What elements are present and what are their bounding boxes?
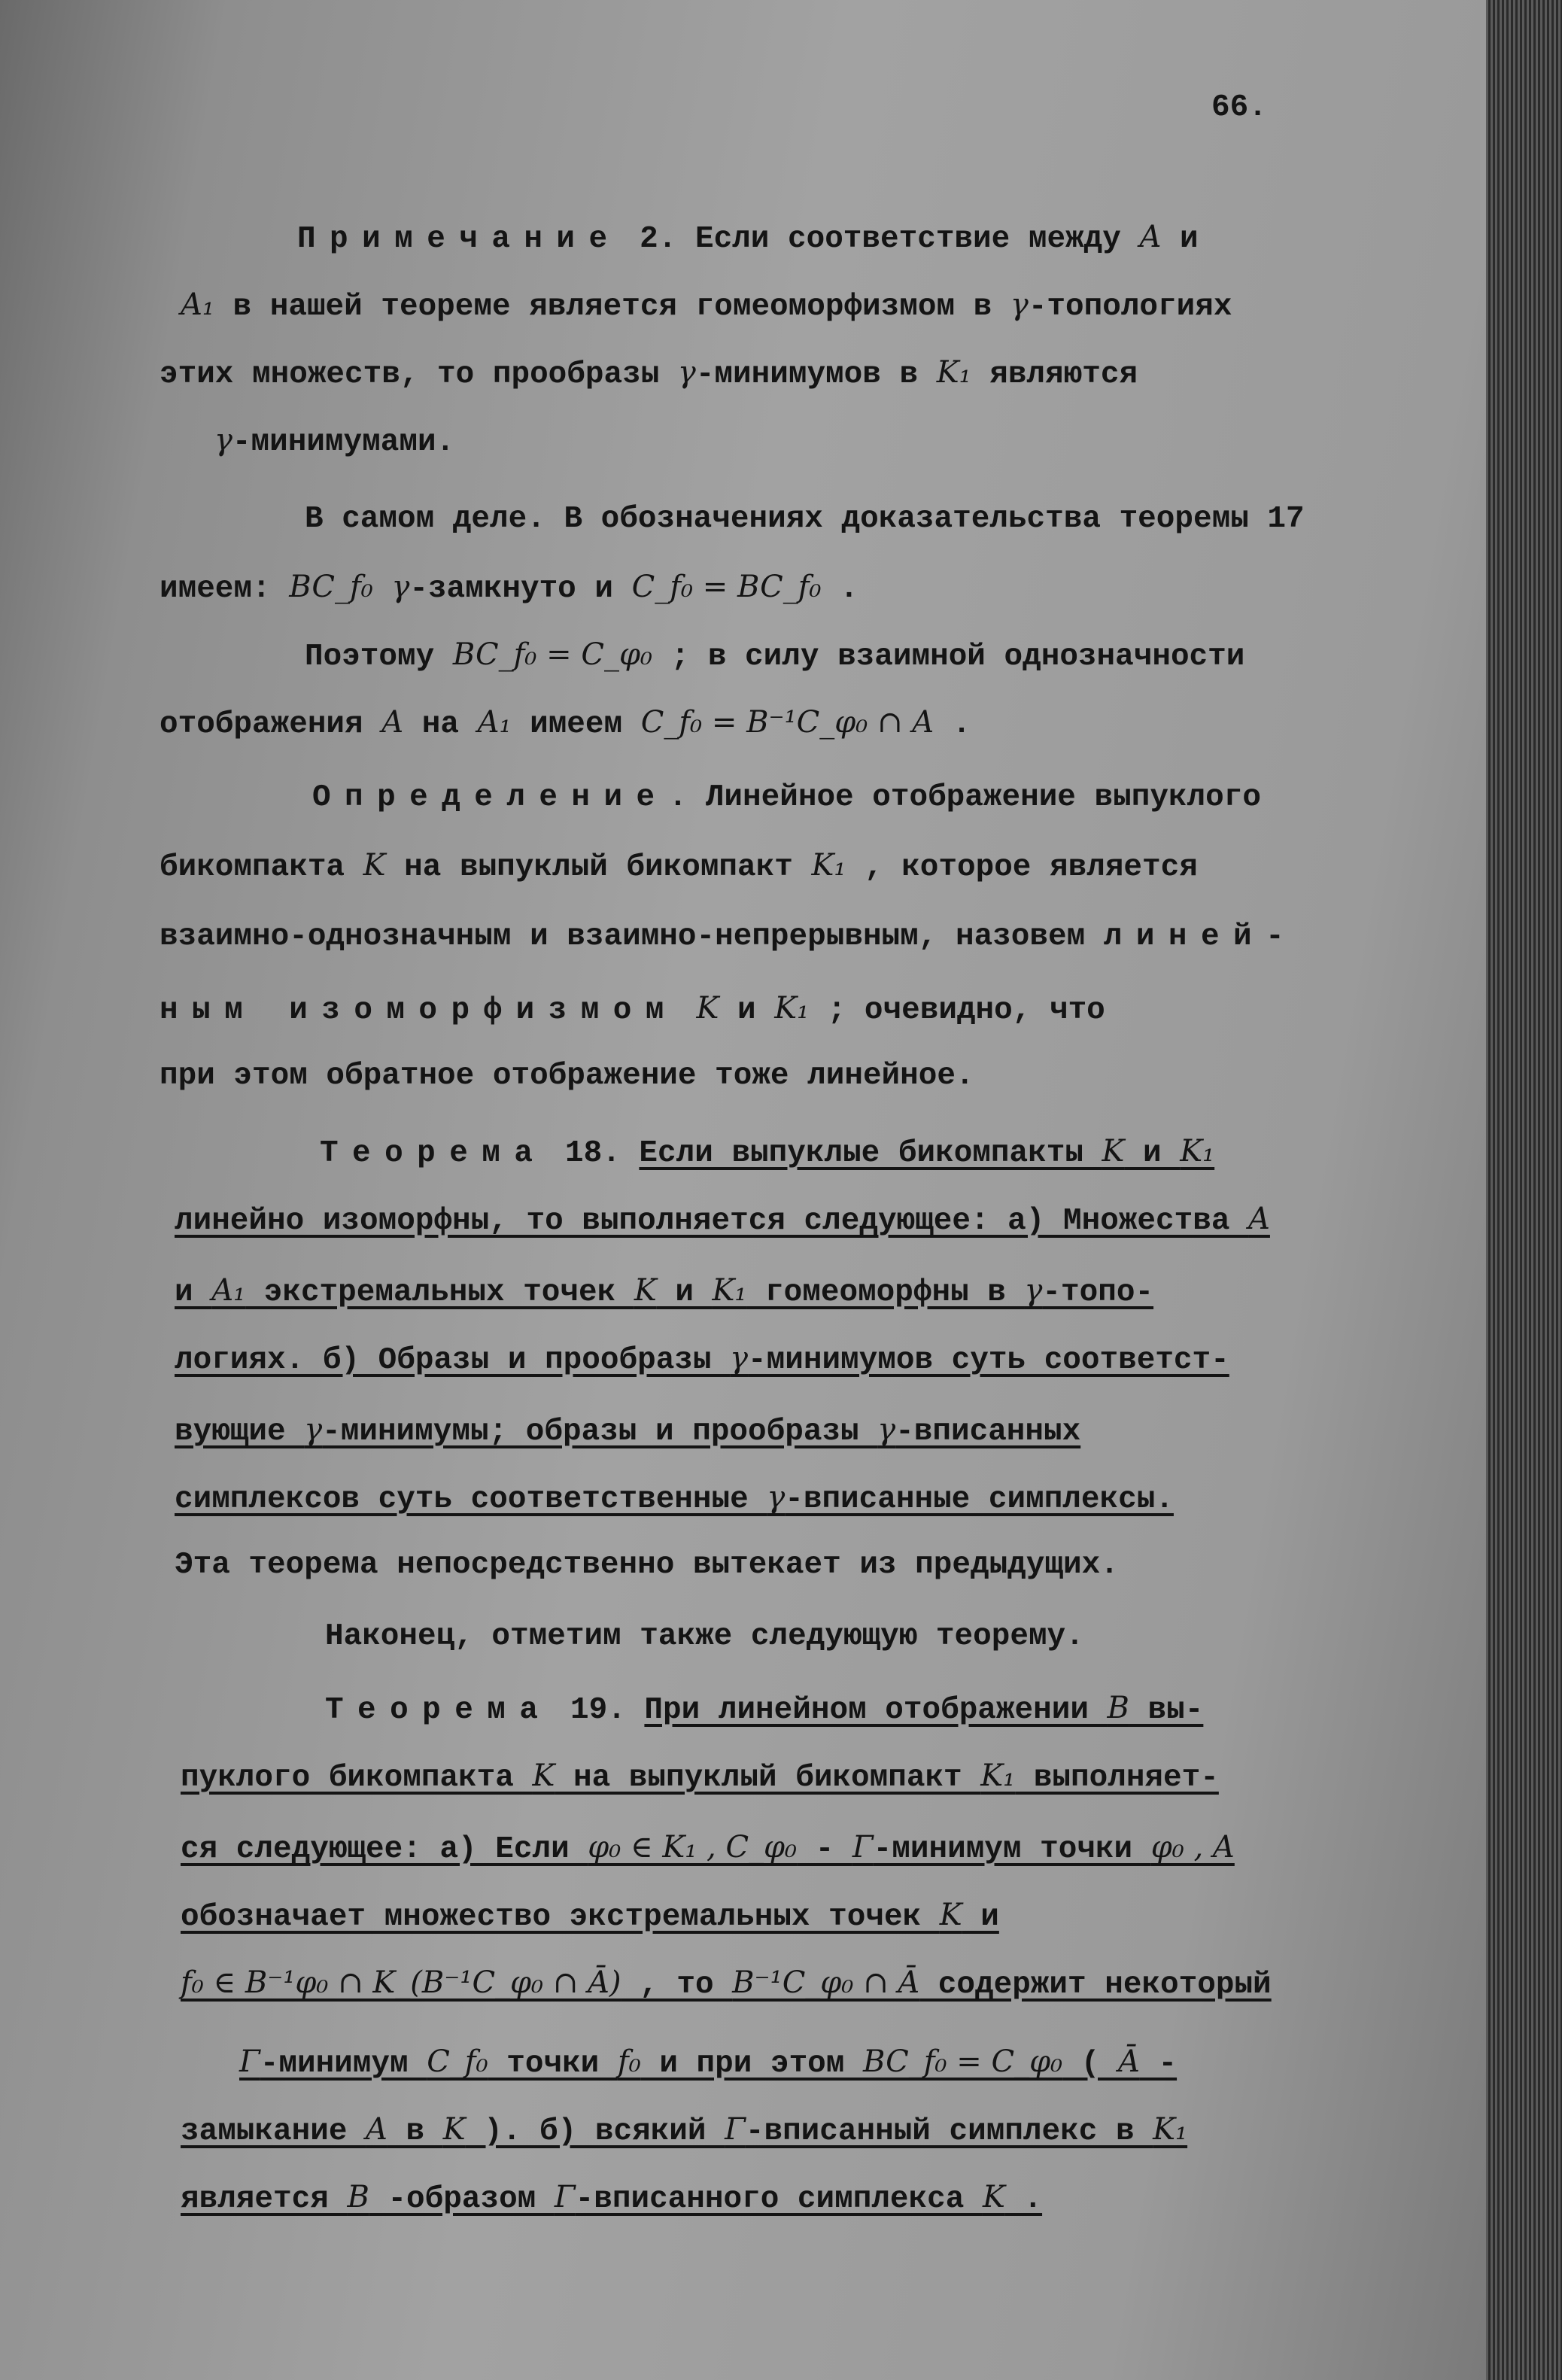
text-fragment: -вписанный симплекс в (745, 2114, 1153, 2149)
text-fragment: линей- (1103, 919, 1299, 954)
text-fragment: логиях. б) Образы и прообразы (175, 1343, 731, 1378)
text-fragment: ; в силу взаимной однозначности (652, 640, 1245, 674)
text-fragment: на выпуклый бикомпакт (385, 850, 812, 885)
text-fragment: Эта теорема непосредственно вытекает из предыдущих. (175, 1548, 1119, 1582)
handwritten-symbol: K (939, 1898, 962, 1932)
handwritten-symbol: φ₀ , A (1150, 1830, 1235, 1865)
text-fragment: Теорема (320, 1136, 547, 1171)
handwritten-symbol: γ (1010, 287, 1029, 322)
text-line (181, 1828, 1235, 1866)
text-fragment: и (175, 1275, 212, 1310)
handwritten-symbol: K (982, 2180, 1005, 2214)
handwritten-symbol: f₀ (617, 2044, 641, 2079)
text-fragment: -минимум (260, 2047, 427, 2081)
text-fragment: -вписанных (895, 1415, 1081, 1449)
text-fragment: имеем (511, 707, 641, 742)
text-fragment: ; очевидно, что (809, 993, 1105, 1028)
text-fragment: 18. (546, 1136, 640, 1171)
text-line (175, 1272, 1153, 1309)
text-fragment: , которое является (846, 850, 1198, 885)
handwritten-symbol: Ā (1117, 2044, 1140, 2079)
text-fragment: -топологиях (1028, 290, 1232, 324)
text-line (305, 636, 1244, 673)
handwritten-symbol: Γ (852, 1830, 874, 1865)
text-fragment: и (962, 1900, 999, 1935)
text-fragment: , то (621, 1968, 733, 2002)
handwritten-symbol: A₁ (181, 287, 214, 322)
handwritten-symbol: K₁ (774, 991, 810, 1026)
text-line (214, 421, 454, 459)
text-fragment: ( (1062, 2047, 1118, 2081)
handwritten-symbol: K (634, 1273, 657, 1308)
handwritten-symbol: f₀ ∈ B⁻¹φ₀ ∩ K_(B⁻¹C_φ₀ ∩ Ā) (181, 1965, 621, 2000)
text-fragment: в (387, 2114, 443, 2149)
text-fragment: 2. Если соответствие между (621, 222, 1140, 257)
text-fragment: -вписанного симплекса (575, 2182, 983, 2217)
text-fragment: отображения (160, 707, 382, 742)
text-fragment: При линейном отображении (644, 1693, 1108, 1728)
handwritten-symbol: A (1248, 1202, 1270, 1236)
text-line (325, 1618, 1084, 1655)
text-line (160, 989, 1105, 1027)
handwritten-symbol: Γ (725, 2112, 746, 2147)
text-fragment: - (1139, 2047, 1178, 2081)
handwritten-symbol: K (1102, 1134, 1125, 1169)
text-fragment: - (797, 1832, 852, 1867)
handwritten-symbol: γ (214, 423, 232, 457)
handwritten-symbol: Γ (239, 2044, 260, 2079)
text-fragment: -минимумами. (232, 425, 455, 460)
text-line (175, 1479, 1174, 1516)
text-line (160, 918, 1298, 956)
handwritten-symbol: C_f₀ = BC_f₀ (631, 570, 822, 604)
handwritten-symbol: A₁ (477, 705, 512, 740)
text-line (175, 1411, 1080, 1448)
handwritten-symbol: K (532, 1758, 555, 1793)
text-fragment: является (181, 2182, 348, 2217)
handwritten-symbol: A (366, 2112, 387, 2147)
text-fragment: Если выпуклые бикомпакты (639, 1136, 1102, 1171)
text-fragment: -топо- (1042, 1275, 1154, 1310)
text-fragment: и при этом (640, 2047, 863, 2081)
text-fragment: . (934, 707, 971, 742)
handwritten-symbol: γ (391, 570, 410, 604)
text-line (325, 1689, 1203, 1727)
text-fragment (373, 572, 392, 606)
text-line (181, 286, 1232, 324)
handwritten-symbol: K (442, 2112, 466, 2147)
handwritten-symbol: γ (304, 1412, 323, 1447)
handwritten-symbol: BC_f₀ = C_φ₀ (862, 2044, 1063, 2079)
text-fragment: . (821, 572, 858, 606)
handwritten-symbol: K₁ (1153, 2112, 1188, 2147)
text-fragment: при этом обратное отображение тоже линейное. (160, 1059, 974, 1093)
text-fragment: -минимум точки (873, 1832, 1151, 1867)
text-fragment: ). б) всякий (465, 2114, 725, 2149)
text-fragment: -минимумов в (695, 357, 937, 392)
text-fragment: бикомпакта (160, 850, 363, 885)
text-line (160, 847, 1198, 884)
text-fragment: Теорема (325, 1693, 552, 1728)
text-fragment: . Линейное отображение выпуклого (668, 780, 1261, 815)
text-fragment: вующие (175, 1415, 305, 1449)
handwritten-symbol: B (347, 2180, 369, 2214)
text-fragment: -минимумы; образы и прообразы (322, 1415, 878, 1449)
text-fragment: . (1004, 2182, 1043, 2217)
text-fragment: имеем: (160, 572, 290, 606)
text-fragment: -вписанные симплексы. (785, 1482, 1174, 1517)
handwritten-symbol: A (381, 705, 404, 740)
text-fragment: содержит некоторый (919, 1968, 1272, 2002)
text-fragment: В самом деле. В обозначениях доказательства теоремы 17 (305, 502, 1305, 536)
text-line (320, 1132, 1214, 1170)
handwritten-symbol: C_f₀ = B⁻¹C_φ₀ ∩ A (640, 705, 934, 740)
text-line (160, 1057, 974, 1095)
handwritten-symbol: BC_f₀ (289, 570, 373, 604)
text-fragment: и (719, 993, 775, 1028)
text-line (239, 2043, 1177, 2081)
text-fragment: этих множеств, то прообразы (160, 357, 678, 392)
handwritten-symbol: K₁ (712, 1273, 747, 1308)
text-fragment: на (403, 707, 478, 742)
text-fragment: симплексов суть соответственные (175, 1482, 767, 1517)
handwritten-symbol: γ (877, 1412, 896, 1447)
text-fragment: и (1124, 1136, 1181, 1171)
text-line (175, 1339, 1229, 1377)
text-fragment: на выпуклый бикомпакт (555, 1761, 981, 1795)
handwritten-symbol: BC_f₀ = C_φ₀ (452, 637, 653, 672)
text-fragment: -замкнуто и (409, 572, 632, 606)
text-fragment: 19. (552, 1693, 645, 1728)
text-fragment: и (1161, 222, 1199, 257)
book-page-edges (1486, 0, 1562, 2380)
handwritten-symbol: γ (677, 355, 696, 390)
text-line (181, 1757, 1219, 1795)
text-fragment: пуклого бикомпакта (181, 1761, 533, 1795)
text-fragment: точки (488, 2047, 618, 2081)
text-line (160, 704, 971, 741)
text-line (181, 1896, 999, 1934)
page-number: 66. (1211, 90, 1267, 125)
text-fragment: и (656, 1275, 713, 1310)
handwritten-symbol: A (1139, 220, 1162, 254)
handwritten-symbol: φ₀ ∈ K₁ , C_φ₀ (588, 1830, 798, 1865)
text-fragment: замыкание (181, 2114, 366, 2149)
text-fragment: ным изоморфизмом (160, 993, 678, 1028)
handwritten-symbol: γ (767, 1480, 786, 1515)
text-line (297, 218, 1199, 256)
text-fragment: выполняет- (1015, 1761, 1219, 1795)
handwritten-symbol: B (1107, 1691, 1129, 1725)
handwritten-symbol: K (696, 991, 719, 1026)
text-fragment: Определение (312, 780, 669, 815)
text-fragment: вы- (1129, 1693, 1204, 1728)
text-line (175, 1200, 1270, 1238)
handwritten-symbol: K₁ (980, 1758, 1016, 1793)
text-line (181, 1964, 1272, 2002)
text-fragment: гомеоморфны в (746, 1275, 1025, 1310)
handwritten-symbol: C_f₀ (427, 2044, 488, 2079)
text-fragment: являются (971, 357, 1138, 392)
text-line (305, 500, 1305, 538)
text-line (312, 779, 1261, 816)
text-line (181, 2178, 1042, 2216)
handwritten-symbol: γ (730, 1341, 749, 1375)
text-fragment: линейно изоморфны, то выполняется следующее: а) Множества (175, 1204, 1249, 1239)
text-fragment: обозначает множество экстремальных точек (181, 1900, 940, 1935)
text-fragment: экстремальных точек (245, 1275, 634, 1310)
text-line (160, 568, 858, 606)
handwritten-symbol: K (363, 848, 386, 883)
text-fragment (678, 993, 697, 1028)
text-fragment: Наконец, отметим также следующую теорему. (325, 1619, 1084, 1654)
text-fragment: Примечание (297, 222, 621, 257)
text-fragment: -образом (369, 2182, 555, 2217)
handwritten-symbol: B⁻¹C_φ₀ ∩ Ā (732, 1965, 920, 2000)
handwritten-symbol: A₁ (211, 1273, 246, 1308)
handwritten-symbol: K₁ (936, 355, 971, 390)
text-fragment: взаимно-однозначным и взаимно-непрерывным, назовем (160, 919, 1104, 954)
handwritten-symbol: γ (1024, 1273, 1043, 1308)
text-fragment: ся следующее: а) Если (181, 1832, 588, 1867)
text-fragment: в нашей теореме является гомеоморфизмом в (214, 290, 1010, 324)
handwritten-symbol: Γ (554, 2180, 576, 2214)
text-fragment: Поэтому (305, 640, 453, 674)
text-line (181, 2111, 1187, 2148)
handwritten-symbol: K₁ (811, 848, 846, 883)
text-line (175, 1546, 1119, 1584)
text-line (160, 354, 1138, 391)
handwritten-symbol: K₁ (1180, 1134, 1215, 1169)
text-fragment: -минимумов суть соответст- (748, 1343, 1229, 1378)
